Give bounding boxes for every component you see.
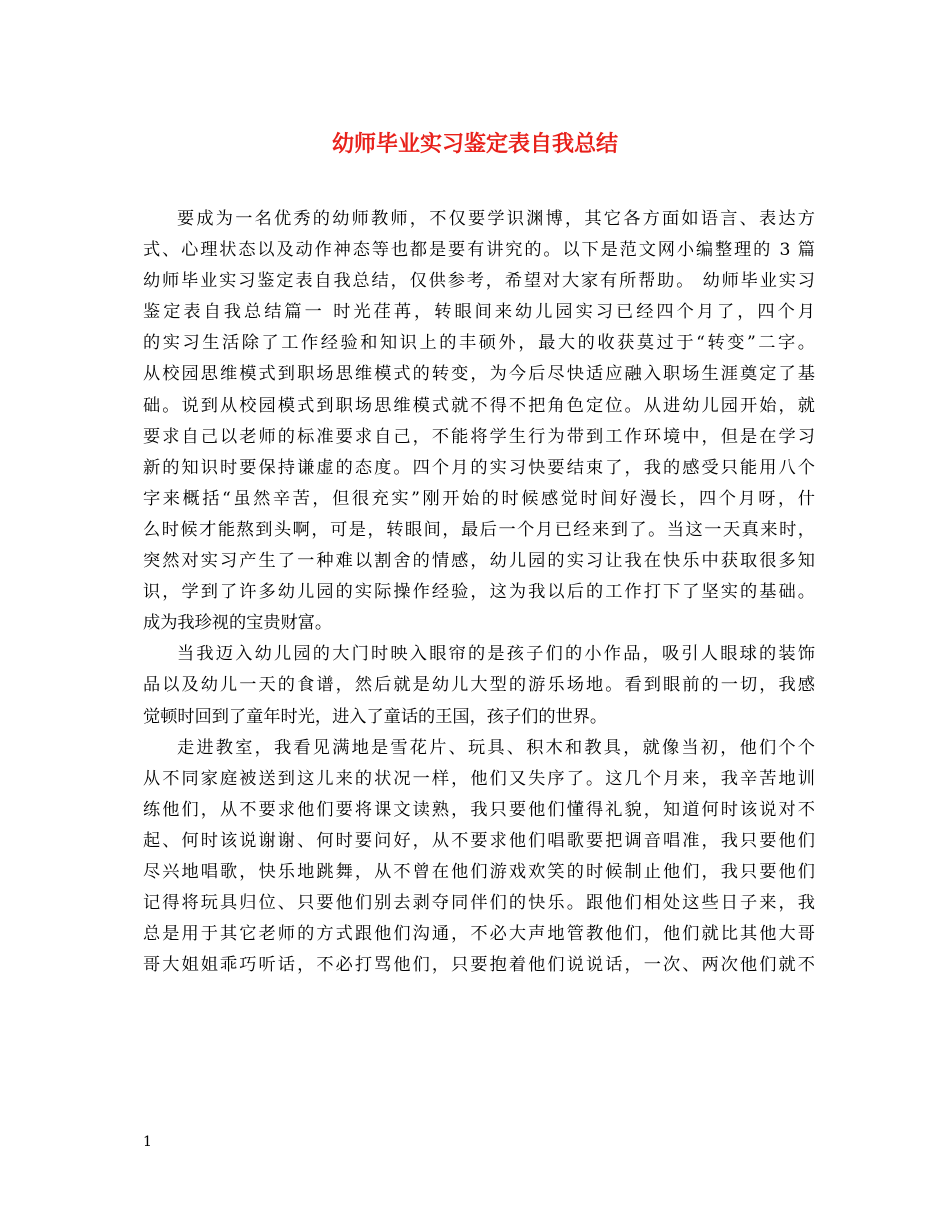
text-line: 要求自己以老师的标准要求自己，不能将学生行为带到工作环境中，但是在学习 xyxy=(143,426,815,447)
document-title: 幼师毕业实习鉴定表自我总结 xyxy=(331,132,618,157)
text-line: 总是用于其它老师的方式跟他们沟通，不必大声地管教他们，他们就比其他大哥 xyxy=(143,924,815,945)
text-line: 记得将玩具归位、只要他们别去剥夺同伴们的快乐。跟他们相处这些日子来，我 xyxy=(143,893,815,914)
text-line: 觉顿时回到了童年时光，进入了童话的王国，孩子们的世界。 xyxy=(143,706,608,727)
text-line: 识，学到了许多幼儿园的实际操作经验，这为我以后的工作打下了坚实的基础。 xyxy=(143,582,815,603)
text-line: 字来概括“虽然辛苦，但很充实”刚开始的时候感觉时间好漫长，四个月呀，什 xyxy=(143,488,815,509)
text-line: 础。说到从校园模式到职场思维模式就不得不把角色定位。从进幼儿园开始，就 xyxy=(143,395,815,416)
text-line: 品以及幼儿一天的食谱，然后就是幼儿大型的游乐场地。看到眼前的一切，我感 xyxy=(143,675,815,696)
text-line: 哥大姐姐乖巧听话，不必打骂他们，只要抱着他们说说话，一次、两次他们就不 xyxy=(143,955,815,976)
text-line: 成为我珍视的宝贵财富。 xyxy=(143,613,333,634)
text-line: 当我迈入幼儿园的大门时映入眼帘的是孩子们的小作品，吸引人眼球的装饰 xyxy=(177,644,815,665)
text-line: 起、何时该说谢谢、何时要问好，从不要求他们唱歌要把调音唱准，我只要他们 xyxy=(143,830,815,851)
document-body xyxy=(143,204,815,981)
text-line: 新的知识时要保持谦虚的态度。四个月的实习快要结束了，我的感受只能用八个 xyxy=(143,457,815,478)
text-line: 从校园思维模式到职场思维模式的转变，为今后尽快适应融入职场生涯奠定了基 xyxy=(143,364,815,385)
paragraph xyxy=(143,204,815,639)
text-line: 突然对实习产生了一种难以割舍的情感，幼儿园的实习让我在快乐中获取很多知 xyxy=(143,551,815,572)
text-line: 的实习生活除了工作经验和知识上的丰硕外，最大的收获莫过于“转变”二字。 xyxy=(143,333,815,354)
page-number: 1 xyxy=(143,1134,152,1150)
text-line: 要成为一名优秀的幼师教师，不仅要学识渊博，其它各方面如语言、表达方 xyxy=(177,209,815,229)
paragraph xyxy=(143,639,815,732)
text-line: 练他们，从不要求他们要将课文读熟，我只要他们懂得礼貌，知道何时该说对不 xyxy=(143,799,815,820)
text-line: 走进教室，我看见满地是雪花片、玩具、积木和教具，就像当初，他们个个 xyxy=(177,737,815,758)
text-line: 幼师毕业实习鉴定表自我总结，仅供参考，希望对大家有所帮助。 幼师毕业实习 xyxy=(143,271,815,292)
text-line: 从不同家庭被送到这儿来的状况一样，他们又失序了。这几个月来，我辛苦地训 xyxy=(143,768,815,789)
text-line: 尽兴地唱歌，快乐地跳舞，从不曾在他们游戏欢笑的时候制止他们，我只要他们 xyxy=(143,861,815,882)
text-line: 鉴定表自我总结篇一 时光荏苒，转眼间来幼儿园实习已经四个月了，四个月 xyxy=(143,302,815,323)
text-line: 式、心理状态以及动作神态等也都是要有讲究的。以下是范文网小编整理的 3 篇 xyxy=(143,240,815,261)
paragraph xyxy=(143,733,815,982)
text-line: 么时候才能熬到头啊，可是，转眼间，最后一个月已经来到了。当这一天真来时， xyxy=(143,519,815,540)
